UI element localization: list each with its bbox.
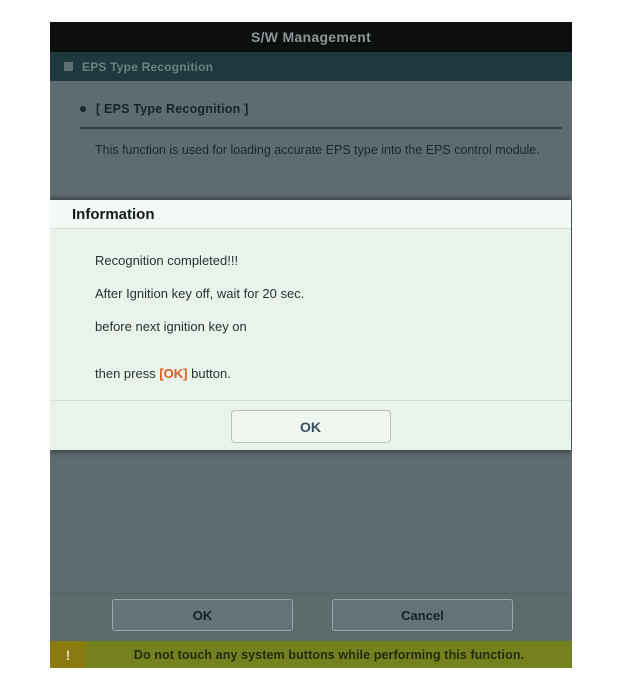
bottom-button-bar [50,593,572,641]
dialog-header [50,200,571,229]
page-title: S/W Management [250,29,372,45]
warning-bar [50,641,572,668]
function-description: This function is used for loading accurate EPS type into the EPS control module. [95,143,540,157]
title-bar [50,22,572,52]
app-window [50,22,572,668]
function-header-bar [50,52,572,81]
dialog-footer [50,400,571,450]
dialog-title: Information [72,205,155,223]
information-dialog [50,200,571,450]
function-heading: [ EPS Type Recognition ] [96,102,249,116]
ok-button[interactable]: OK [112,599,293,631]
heading-underline [80,127,562,129]
final-line-suffix: button. [187,366,231,381]
dialog-message-line-4 [95,367,551,380]
dialog-message-line-1: Recognition completed!!! [95,253,239,268]
function-header-label: EPS Type Recognition [82,59,214,74]
cancel-button[interactable]: Cancel [332,599,513,631]
exclamation-icon: ! [50,641,86,668]
dialog-message-line-2: After Ignition key off, wait for 20 sec. [95,286,305,301]
square-bullet-icon [64,62,73,71]
dialog-message-line-3: before next ignition key on [95,319,247,334]
function-heading-row [80,102,249,116]
dot-bullet-icon [80,106,86,112]
final-line-prefix: then press [95,366,160,381]
warning-message: Do not touch any system buttons while performing this function. [133,647,525,662]
ok-highlight: [OK] [159,366,188,381]
dialog-ok-button[interactable]: OK [231,410,391,443]
dialog-body [50,229,571,400]
